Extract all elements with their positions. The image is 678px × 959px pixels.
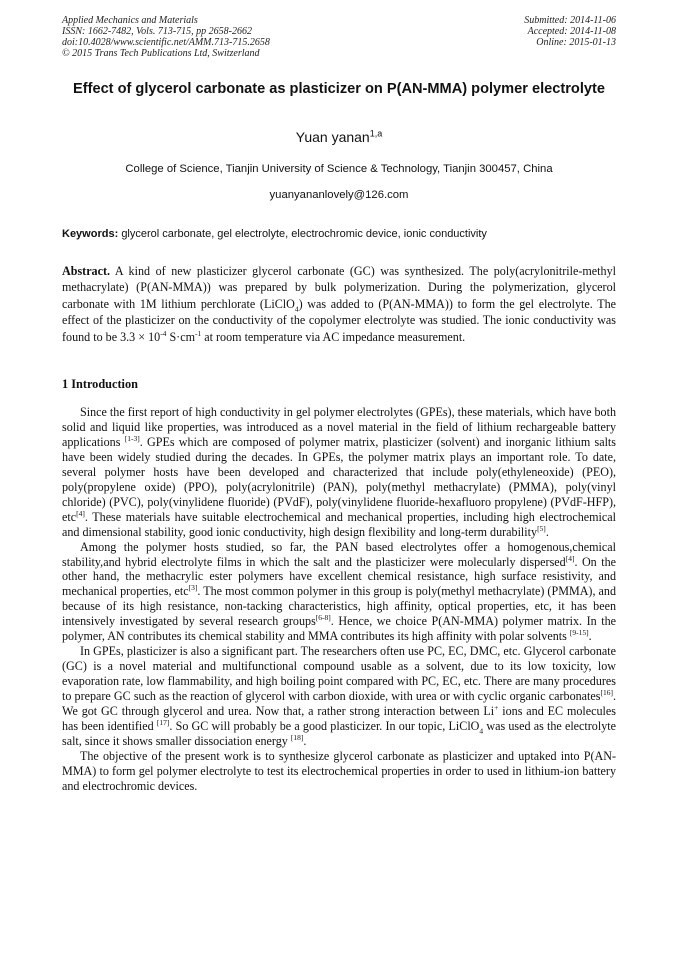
paragraph-text: ions and EC molecules has been identified	[62, 704, 616, 734]
paragraph-text: Since the first report of high conductivity in gel polymer electrolytes (GPEs), these materials, which have both solid and liquid like properties, was introduced as a novel material in the field of lithium rechargeable battery applications	[62, 405, 616, 449]
abstract-text: S·cm	[166, 329, 195, 344]
citation-ref: [9-15]	[569, 628, 589, 638]
submitted-date: Submitted: 2014-11-06	[524, 15, 616, 26]
paragraph-1	[62, 405, 616, 540]
paragraph-text: . GPEs which are composed of polymer matrix, plasticizer (solvent) and inorganic lithium salts have been widely studied during the decades. In GPEs, the polymer matrix plays an important role. To date, several polymer hosts have been developed and characterized that include poly(ethyleneoxide) (PEO), poly(propylene oxide) (PPO), poly(acrylonitrile) (PAN), poly(methyl methacrylate) (PMMA), poly(vinyl chloride) (PVC), poly(vinylidene fluoride) (PVdF), poly(vinylidene fluoride-hexafluoro propylene) (PVdF-HFP), etc	[62, 434, 616, 524]
paragraph-text: The objective of the present work is to synthesize glycerol carbonate as plasticizer and uptaked into P(AN-MMA) to form gel polymer electrolyte to test its electrochemical properties in order to used in lithium-ion battery and electrochromic devices.	[62, 748, 616, 793]
abstract-subscript: 4	[294, 304, 299, 314]
paragraph-text: was used as the electrolyte salt, since it shows smaller dissociation energy	[62, 719, 616, 748]
abstract-superscript: -4	[160, 328, 167, 338]
abstract-text: A kind of new plasticizer glycerol carbonate (GC) was synthesized. The poly(acrylonitrile-methyl methacrylate) (P(AN-MMA)) was prepared by bulk polymerization. During the polymerization, glycerol carbonate with 1M lithium perchlorate (LiClO	[62, 264, 616, 311]
paragraph-text: . On the other hand, the methacrylic ester polymers have excellent chemical resistance, high surface resistivity, and mechanical properties, etc	[62, 554, 616, 599]
abstract-text: ) was added to (P(AN-MMA)) to form the gel electrolyte. The effect of the plasticizer on the conductivity of the copolymer electrolyte was studied. The ionic conductivity was found to be 3.3 × 10	[62, 296, 616, 344]
introduction-body	[62, 405, 616, 794]
citation-ref: [1-3]	[124, 433, 140, 443]
citation-ref: [16]	[600, 688, 613, 698]
section-heading-introduction: 1 Introduction	[62, 377, 138, 391]
journal-info	[62, 15, 270, 59]
chemical-subscript: 4	[479, 726, 484, 736]
paragraph-3	[62, 644, 616, 749]
citation-ref: [4]	[565, 553, 575, 563]
abstract	[62, 263, 616, 345]
paragraph-2	[62, 540, 616, 645]
paragraph-text: .	[545, 524, 549, 539]
journal-name: Applied Mechanics and Materials	[62, 15, 198, 26]
keywords	[62, 228, 616, 240]
author-name: Yuan yanan	[295, 129, 370, 145]
citation-ref: [17]	[156, 717, 170, 727]
abstract-superscript: -1	[195, 328, 202, 338]
paragraph-text: . These materials have suitable electrochemical and mechanical properties, including high electrochemical and dimensional stability, good ionic conductivity, high design flexibility and long-term durability	[62, 509, 616, 539]
paragraph-text: .	[588, 629, 592, 644]
paragraph-text: . So GC will probably be a good plasticizer. In our topic, LiClO	[169, 719, 480, 734]
keywords-label: Keywords:	[62, 228, 119, 240]
abstract-text: at room temperature via AC impedance measurement.	[201, 329, 466, 344]
affiliation: College of Science, Tianjin University of Science & Technology, Tianjin 300457, China	[125, 163, 553, 175]
author-affil-marker: 1,a	[369, 128, 383, 139]
abstract-label: Abstract.	[62, 264, 111, 278]
paragraph-text: Among the polymer hosts studied, so far, the PAN based electrolytes offer a homogenous,chemical stability,and hybrid electrolyte films in which the salt and the plasticizer were molecularly dispersed	[62, 539, 616, 569]
paragraph-4	[62, 749, 616, 794]
citation-ref: [6-8]	[315, 613, 331, 623]
author-line	[62, 129, 616, 145]
submission-dates	[524, 15, 616, 48]
citation-ref: [5]	[537, 523, 546, 533]
ion-charge: +	[494, 703, 499, 713]
citation-ref: [4]	[76, 508, 85, 518]
accepted-date: Accepted: 2014-11-08	[527, 26, 616, 37]
citation-ref: [3]	[188, 583, 198, 593]
paragraph-text: . The most common polymer in this group is poly(methyl methacrylate) (PMMA), and because of its high resistance, non-tacking characteristics, high affinity, optical properties, etc, it has been intensively investigated by several research groups	[62, 584, 616, 629]
paragraph-text: In GPEs, plasticizer is also a significant part. The researchers often use PC, EC, DMC, etc. Glycerol carbonate (GC) is a novel material and multifunctional compound usable as a solvent, due to its low toxicity, low evaporation rate, low flammability, and high boiling point compared with PC, EC, etc. There are many procedures to prepare GC such as the reaction of glycerol with carbon dioxide, with urea or with cyclic organic carbonates	[62, 644, 616, 704]
online-date: Online: 2015-01-13	[536, 37, 616, 48]
doi-line: doi:10.4028/www.scientific.net/AMM.713-715.2658	[62, 37, 270, 48]
copyright-line: © 2015 Trans Tech Publications Ltd, Switzerland	[62, 48, 260, 59]
citation-ref: [18]	[290, 732, 304, 742]
author-email: yuanyananlovely@126.com	[269, 189, 409, 201]
paragraph-text: . Hence, we choice P(AN-MMA) polymer matrix. In the polymer, AN contributes its chemical stability and MMA contributes its high affinity with polar solvents	[62, 614, 616, 644]
paragraph-text: .	[303, 733, 307, 748]
paragraph-text: . We got GC through glycerol and urea. Now that, a rather strong interaction between Li	[62, 689, 616, 719]
issn-line: ISSN: 1662-7482, Vols. 713-715, pp 2658-2662	[62, 26, 252, 37]
paper-title: Effect of glycerol carbonate as plasticizer on P(AN-MMA) polymer electrolyte	[73, 81, 605, 97]
keywords-text: glycerol carbonate, gel electrolyte, electrochromic device, ionic conductivity	[121, 228, 487, 240]
